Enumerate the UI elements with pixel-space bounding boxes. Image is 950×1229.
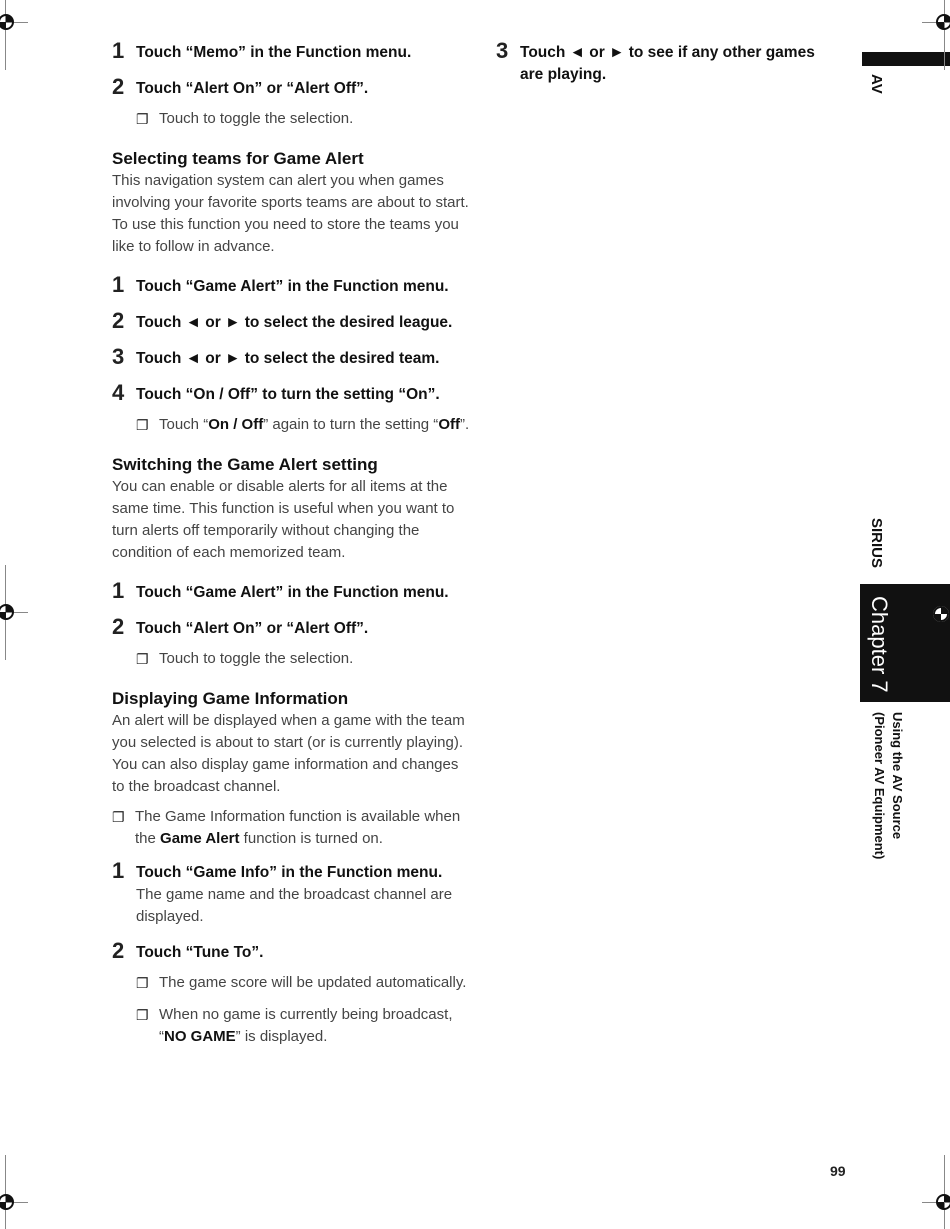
checkbox-outline-icon: ❐ xyxy=(136,417,149,433)
checkbox-outline-icon: ❐ xyxy=(136,975,149,991)
step-text: Touch ◄ or ► to select the desired league. xyxy=(136,314,453,331)
step-number: 1 xyxy=(112,578,125,603)
av-label: AV xyxy=(868,74,885,94)
step-number: 3 xyxy=(496,38,509,63)
crosshair-registration-icon xyxy=(0,601,17,623)
crosshair-registration-icon xyxy=(933,11,950,33)
step-text: Touch “Game Alert” in the Function menu. xyxy=(136,584,449,601)
crosshair-registration-icon xyxy=(930,603,950,625)
crosshair-registration-icon xyxy=(0,11,17,33)
note: ❐ Touch “On / Off” again to turn the setting “Off”. xyxy=(136,414,472,436)
note: ❐ Touch to toggle the selection. xyxy=(136,108,472,130)
step-text: Touch “Memo” in the Function menu. xyxy=(136,44,412,61)
step-on-off xyxy=(112,380,472,406)
crosshair-registration-icon xyxy=(0,1191,17,1213)
step-memo xyxy=(112,38,472,64)
checkbox-outline-icon: ❐ xyxy=(136,651,149,667)
step-number: 2 xyxy=(112,74,125,99)
checkbox-outline-icon: ❐ xyxy=(136,1007,149,1023)
step-text: Touch ◄ or ► to see if any other games are playing. xyxy=(520,44,815,83)
section-body: An alert will be displayed when a game with the team you selected is about to start (or is currently playing). You can also display game information and changes to the broadcast channel. xyxy=(112,712,465,795)
note: ❐ The game score will be updated automatically. xyxy=(136,972,472,994)
checkbox-outline-icon: ❐ xyxy=(136,111,149,127)
step-tune-to xyxy=(112,938,472,964)
step-number: 4 xyxy=(112,380,125,405)
step-alert-toggle-2 xyxy=(112,614,472,640)
note: ❐ The Game Information function is available when the Game Alert function is turned on. xyxy=(112,806,472,850)
right-column xyxy=(496,38,836,100)
step-number: 3 xyxy=(112,344,125,369)
crosshair-registration-icon xyxy=(933,1191,950,1213)
step-text: Touch “Alert On” or “Alert Off”. xyxy=(136,620,369,637)
chapter-label: Chapter 7 xyxy=(867,596,892,693)
step-game-alert-2 xyxy=(112,578,472,604)
chapter-title-line2: (Pioneer AV Equipment) xyxy=(872,712,887,860)
step-text: Touch “On / Off” to turn the setting “On”. xyxy=(136,386,440,403)
step-alert-toggle xyxy=(112,74,472,100)
step-number: 1 xyxy=(112,858,125,883)
section-heading: Selecting teams for Game Alert xyxy=(112,149,364,168)
left-column xyxy=(112,38,472,1058)
section-body: You can enable or disable alerts for all items at the same time. This function is useful when you want to turn alerts off temporarily without changing the condition of each memorized team. xyxy=(112,478,455,561)
note: ❐ Touch to toggle the selection. xyxy=(136,648,472,670)
av-tab-bar xyxy=(862,52,950,66)
section-heading: Switching the Game Alert setting xyxy=(112,455,378,474)
step-number: 2 xyxy=(112,308,125,333)
step-text: Touch “Game Info” in the Function menu. The game name and the broadcast channel are displayed. xyxy=(136,862,472,928)
step-number: 1 xyxy=(112,272,125,297)
step-select-league xyxy=(112,308,472,334)
step-text: Touch ◄ or ► to select the desired team. xyxy=(136,350,440,367)
chapter-title-line1: Using the AV Source xyxy=(890,712,905,840)
page-number: 99 xyxy=(830,1163,846,1179)
note: ❐ When no game is currently being broadcast, “NO GAME” is displayed. xyxy=(136,1004,472,1048)
checkbox-outline-icon: ❐ xyxy=(112,809,125,825)
sirius-label: SIRIUS xyxy=(868,518,885,569)
step-other-games xyxy=(496,38,836,86)
step-description: The game name and the broadcast channel are displayed. xyxy=(136,886,453,925)
step-select-team xyxy=(112,344,472,370)
step-game-info xyxy=(112,858,472,928)
step-number: 1 xyxy=(112,38,125,63)
step-text: Touch “Game Alert” in the Function menu. xyxy=(136,278,449,295)
step-game-alert xyxy=(112,272,472,298)
section-body: This navigation system can alert you when games involving your favorite sports teams are about to start. To use this function you need to store the teams you like to follow in advance. xyxy=(112,172,469,255)
section-heading: Displaying Game Information xyxy=(112,689,349,708)
step-number: 2 xyxy=(112,614,125,639)
step-number: 2 xyxy=(112,938,125,963)
step-text: Touch “Alert On” or “Alert Off”. xyxy=(136,80,369,97)
step-text: Touch “Tune To”. xyxy=(136,944,264,961)
